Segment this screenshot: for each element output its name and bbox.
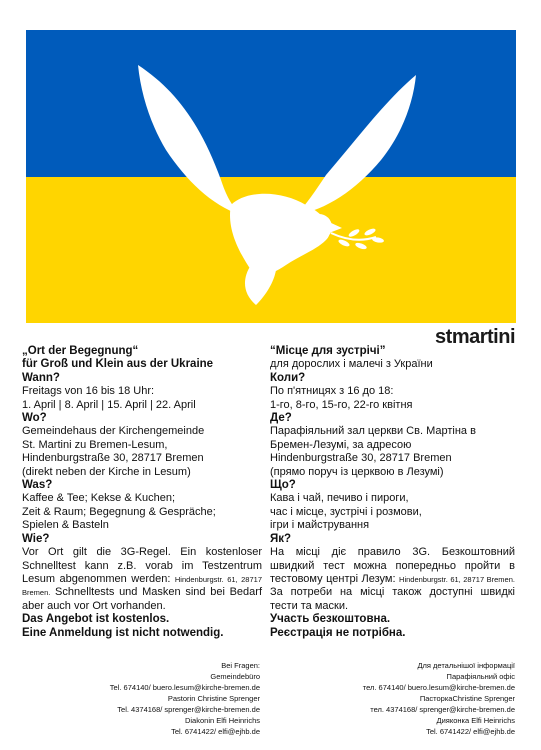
uk-how-paragraph <box>270 546 515 613</box>
de-how-text-a: Vor Ort gilt die 3G-Regel. Ein kostenloser Schnelltest kann z.B. vorab im Testzentrum Lesum abgenommen werden: <box>22 546 262 585</box>
uk-where-line-4: (прямо поруч із церквою в Лезумі) <box>270 465 444 478</box>
de-where-heading: Wo? <box>22 412 47 425</box>
de-where-line-3: Hindenburgstraße 30, 28717 Bremen <box>22 452 204 465</box>
uk-where-line-3: Hindenburgstraße 30, 28717 Bremen <box>270 452 452 465</box>
de-contact-block <box>22 660 260 737</box>
de-where-line-2: St. Martini zu Bremen-Lesum, <box>22 438 168 451</box>
dove-icon <box>26 30 516 323</box>
uk-when-line-1: По п'ятницях з 16 до 18: <box>270 385 394 398</box>
de-contact-line: Tel. 4374168/ sprenger@kirche-bremen.de <box>117 705 260 714</box>
uk-no-registration: Реєстрація не потрібна. <box>270 626 406 639</box>
de-where-line-4: (direkt neben der Kirche in Lesum) <box>22 465 191 478</box>
de-where-line-1: Gemeindehaus der Kirchengemeinde <box>22 425 205 438</box>
ukrainian-column <box>270 345 515 640</box>
de-contact-line: Bei Fragen: <box>221 661 260 670</box>
de-what-heading: Was? <box>22 479 53 492</box>
de-contact-line: Gemeindebüro <box>210 672 260 681</box>
uk-contact-line: Для детальнішої інформації <box>417 661 515 670</box>
uk-contact-line: тел. 4374168/ sprenger@kirche-bremen.de <box>370 705 515 714</box>
de-subtitle: für Groß und Klein aus der Ukraine <box>22 358 214 371</box>
st-martini-logo: stmartini <box>435 326 515 348</box>
de-what-line-2: Zeit & Raum; Begegnung & Gespräche; <box>22 505 216 518</box>
uk-contact-line: Дияконка Elfi Heinrichs <box>436 716 515 725</box>
de-when-line-2: 1. April | 8. April | 15. April | 22. April <box>22 398 196 411</box>
uk-where-heading: Де? <box>270 412 292 425</box>
de-what-line-1: Kaffee & Tee; Kekse & Kuchen; <box>22 492 176 505</box>
uk-how-address: Hindenburgstr. 61, 28717 Bremen. <box>399 574 515 584</box>
uk-how-text-b: За потреби на місці також доступні швидкі тести та маски. <box>270 586 515 612</box>
uk-what-line-2: час і місце, зустрічі і розмови, <box>270 505 422 518</box>
uk-what-line-3: ігри і майстрування <box>270 519 370 532</box>
de-contact-line: Tel. 674140/ buero.lesum@kirche-bremen.de <box>109 683 260 692</box>
de-contact-line: Tel. 6741422/ elfi@ejhb.de <box>171 727 260 736</box>
uk-contact-line: ПасторкаChristine Sprenger <box>419 694 515 703</box>
de-contact-line: Diakonin Elfi Heinrichs <box>184 716 260 725</box>
uk-contact-line: тел. 674140/ buero.lesum@kirche-bremen.de <box>362 683 515 692</box>
de-how-paragraph <box>22 546 262 613</box>
de-when-heading: Wann? <box>22 371 60 384</box>
de-how-text-b: Schnelltests und Masken sind bei Bedarf aber auch vor Ort vorhanden. <box>22 586 262 612</box>
uk-contact-block <box>270 660 515 737</box>
uk-what-line-1: Кава і чай, печиво і пироги, <box>270 492 409 505</box>
de-title: „Ort der Begegnung“ <box>22 345 139 357</box>
de-how-address: Hindenburgstr. 61, 28717 Bremen. <box>22 574 262 598</box>
de-when-line-1: Freitags von 16 bis 18 Uhr: <box>22 385 155 398</box>
uk-free-notice: Участь безкоштовна. <box>270 613 391 626</box>
uk-where-line-1: Парафіяльний зал церкви Св. Мартіна в <box>270 425 476 438</box>
uk-how-text-a: На місці діє правило 3G. Безкоштовний швидкий тест можна попередньо пройти в тестовому центрі Лезум: <box>270 546 515 585</box>
german-column <box>22 345 262 640</box>
de-no-registration: Eine Anmeldung ist nicht notwendig. <box>22 626 224 639</box>
uk-title: “Місце для зустрічі” <box>270 345 386 357</box>
ukraine-flag-with-dove <box>26 30 516 323</box>
uk-contact-line: Tel. 6741422/ elfi@ejhb.de <box>426 727 515 736</box>
de-what-line-3: Spielen & Basteln <box>22 519 109 532</box>
uk-what-heading: Що? <box>270 479 296 492</box>
uk-how-heading: Як? <box>270 532 292 545</box>
uk-when-heading: Коли? <box>270 371 306 384</box>
uk-when-line-2: 1-го, 8-го, 15-го, 22-го квітня <box>270 398 413 411</box>
uk-contact-line: Парафіяльний офіс <box>446 672 515 681</box>
uk-subtitle: для дорослих і малечі з України <box>270 358 433 371</box>
de-contact-line: Pastorin Christine Sprenger <box>167 694 260 703</box>
de-how-heading: Wie? <box>22 532 50 545</box>
uk-where-line-2: Бремен-Лезумі, за адресою <box>270 438 412 451</box>
de-free-notice: Das Angebot ist kostenlos. <box>22 613 170 626</box>
